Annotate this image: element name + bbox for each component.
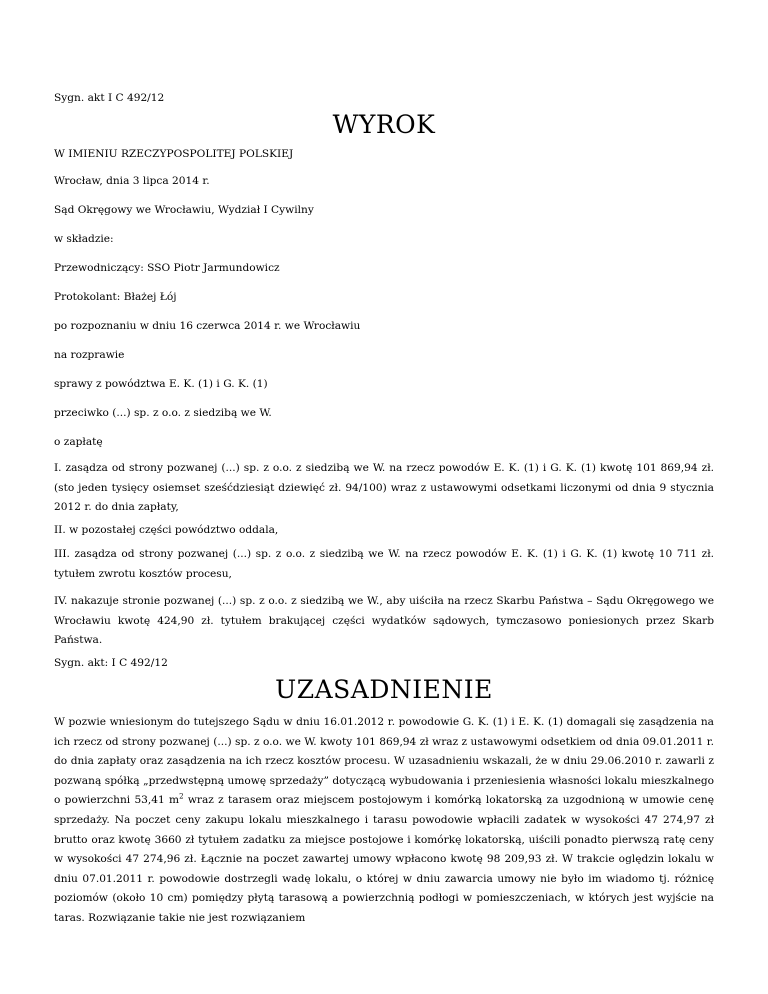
ruling-item: II. w pozostałej części powództwo oddala, bbox=[54, 524, 279, 536]
court-clerk: Protokolant: Błażej Łój bbox=[54, 291, 177, 303]
case-subject: o zapłatę bbox=[54, 436, 103, 448]
ruling-item: I. zasądza od strony pozwanej (...) sp. z o.o. z siedzibą we W. na rzecz powodów E. K. (1) i G. K. (1) kwotę 101 869,94 zł. (sto jeden tysięcy osiemset sześćdziesiąt dziewięć zł. 94/100) wraz z ustawowymi odsetkami liczonymi od dnia 9 stycznia 2012 r. do dnia zapłaty, bbox=[54, 462, 714, 514]
in-name-of-republic: W IMIENIU RZECZYPOSPOLITEJ POLSKIEJ bbox=[54, 148, 294, 160]
judgment-title: WYROK bbox=[332, 110, 436, 139]
hearing-date: po rozpoznaniu w dniu 16 czerwca 2014 r. we Wrocławiu bbox=[54, 320, 361, 332]
ruling-item: III. zasądza od strony pozwanej (...) sp. z o.o. z siedzibą we W. na rzecz powodów E. K. (1) i G. K. (1) kwotę 10 711 zł. tytułem zwrotu kosztów procesu, bbox=[54, 548, 714, 580]
composition-label: w składzie: bbox=[54, 233, 114, 245]
defendant: przeciwko (...) sp. z o.o. z siedzibą we W. bbox=[54, 407, 272, 419]
case-signature-justification: Sygn. akt: I C 492/12 bbox=[54, 657, 168, 669]
case-signature-top: Sygn. akt I C 492/12 bbox=[54, 92, 165, 104]
justification-paragraph: W pozwie wniesionym do tutejszego Sądu w dniu 16.01.2012 r. powodowie G. K. (1) i E. K. (1) domagali się zasądzenia na ich rzecz od strony pozwanej (...) sp. z o.o. we W. kwoty 101 869,94 zł wraz z ustawowymi odsetkiem od dnia 09.01.2011 r. do dnia zapłaty oraz zasądzenia na ich rzecz kosztów procesu. W uzasadnieniu wskazali, że w dniu 29.06.2010 r. zawarli z pozwaną spółką „przedwstępną umowę sprzedaży” dotyczącą wybudowania i przeniesienia własności lokalu mieszkalnego o powierzchni 53,41 $m^2$ wraz z tarasem oraz miejscem postojowym i komórką lokatorską za uzgodnioną w umowie cenę sprzedaży. Na poczet ceny zakupu lokalu mieszkalnego i tarasu powodowie wpłacili zadatek w wysokości 47 274,97 zł brutto oraz kwotę 3660 zł tytułem zadatku za miejsce postojowe i komórkę lokatorską, uiścili ponadto pierwszą ratę ceny w wysokości 47 274,96 zł. Łącznie na poczet zawartej umowy wpłacono kwotę 98 209,93 zł. W trakcie oględzin lokalu w dniu 07.01.2011 r. powodowie dostrzegli wadę lokalu, o której w dniu zawarcia umowy nie było im wiadomo tj. różnicę poziomów (około 10 cm) pomiędzy płytą tarasową a powierzchnią podłogi w pomieszczeniach, w których jest wyjście na taras. Rozwiązanie takie nie jest rozwiązaniem bbox=[54, 716, 714, 924]
presiding-judge: Przewodniczący: SSO Piotr Jarmundowicz bbox=[54, 262, 280, 274]
plaintiffs: sprawy z powództwa E. K. (1) i G. K. (1) bbox=[54, 378, 268, 390]
place-date: Wrocław, dnia 3 lipca 2014 r. bbox=[54, 175, 210, 187]
court-name: Sąd Okręgowy we Wrocławiu, Wydział I Cywilny bbox=[54, 204, 314, 216]
ruling-item: IV. nakazuje stronie pozwanej (...) sp. z o.o. z siedzibą we W., aby uiściła na rzecz Skarbu Państwa – Sądu Okręgowego we Wrocławiu kwotę 424,90 zł. tytułem brakującej części wydatków sądowych, tymczasowo poniesionych przez Skarb Państwa. bbox=[54, 595, 714, 647]
justification-title: UZASADNIENIE bbox=[275, 675, 493, 704]
hearing-type: na rozprawie bbox=[54, 349, 125, 361]
superscript: 2 bbox=[179, 792, 184, 801]
